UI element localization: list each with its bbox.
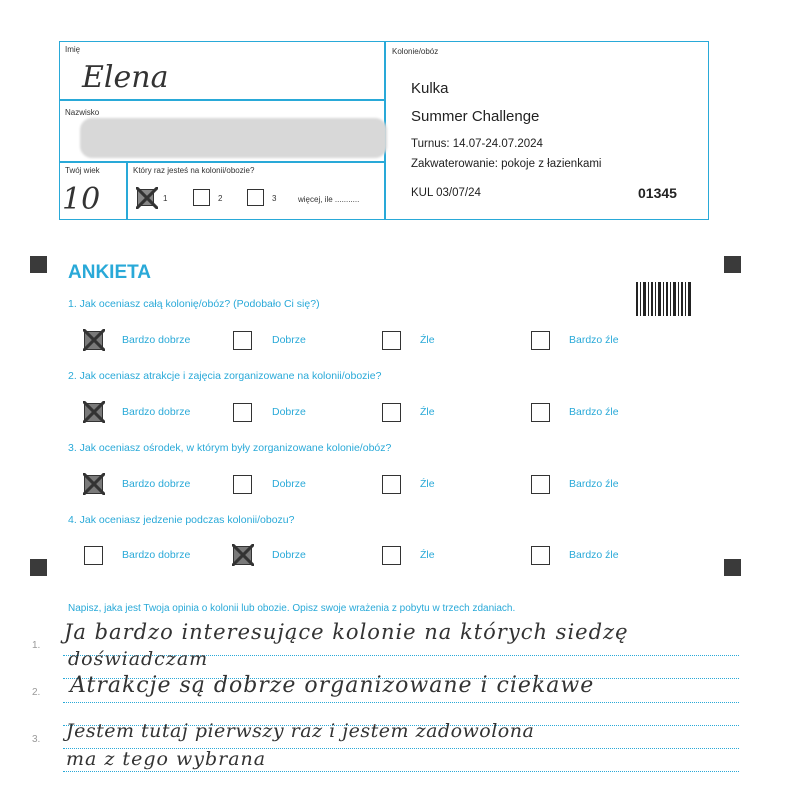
q4-option-label: Źle (420, 549, 435, 561)
handwriting-line-1[interactable]: Ja bardzo interesujące kolonie na których siedzę (64, 620, 629, 644)
q2-option-bardzo-dobrze-checkbox[interactable] (84, 403, 103, 422)
times-option-2: 2 (218, 194, 223, 203)
q4-option-dobrze-checkbox[interactable] (233, 546, 252, 565)
q3-option-label: Bardzo źle (569, 478, 619, 490)
times-checkbox-3[interactable] (247, 189, 264, 206)
camp-name-2: Summer Challenge (411, 108, 540, 125)
q3-option-zle-checkbox[interactable] (382, 475, 401, 494)
header-age-divider (126, 161, 128, 220)
survey-title: ANKIETA (68, 262, 152, 283)
q2-option-label: Dobrze (272, 406, 306, 418)
q3-option-label: Dobrze (272, 478, 306, 490)
name-label: Imię (65, 45, 81, 54)
handwriting-line-3[interactable]: Jestem tutaj pierwszy raz i jestem zadowolona (66, 720, 535, 742)
q3-option-label: Bardzo dobrze (122, 478, 191, 490)
q1-option-bardzo-zle-checkbox[interactable] (531, 331, 550, 350)
q2-option-dobrze-checkbox[interactable] (233, 403, 252, 422)
camp-name-1: Kulka (411, 80, 449, 97)
q1-option-zle-checkbox[interactable] (382, 331, 401, 350)
q1-option-label: Źle (420, 334, 435, 346)
header-row-line-1 (59, 99, 385, 101)
times-checkbox-2[interactable] (193, 189, 210, 206)
q1-option-label: Bardzo źle (569, 334, 619, 346)
times-option-3: 3 (272, 194, 277, 203)
writing-line (63, 702, 739, 703)
q1-option-bardzo-dobrze-checkbox[interactable] (84, 331, 103, 350)
question-4: 4. Jak oceniasz jedzenie podczas kolonii/obozu? (68, 514, 295, 526)
question-2: 2. Jak oceniasz atrakcje i zajęcia zorganizowane na kolonii/obozie? (68, 370, 382, 382)
registration-marker (724, 256, 741, 273)
q1-option-dobrze-checkbox[interactable] (233, 331, 252, 350)
times-checkbox-1[interactable] (137, 189, 154, 206)
handwriting-line-2[interactable]: Atrakcje są dobrze organizowane i ciekawe (70, 673, 595, 698)
opinion-prompt: Napisz, jaka jest Twoja opinia o kolonii lub obozie. Opisz swoje wrażenia z pobytu w trzech zdaniach. (68, 603, 516, 614)
registration-marker (724, 559, 741, 576)
line-number-2: 2. (32, 687, 41, 698)
line-number-3: 3. (32, 734, 41, 745)
writing-line (63, 771, 739, 772)
times-label: Który raz jesteś na kolonii/obozie? (133, 166, 255, 175)
camp-code: KUL 03/07/24 (411, 187, 481, 199)
accommodation: Zakwaterowanie: pokoje z łazienkami (411, 158, 602, 170)
age-label: Twój wiek (65, 166, 100, 175)
header-row-line-2 (59, 161, 385, 163)
q4-option-label: Bardzo dobrze (122, 549, 191, 561)
q2-option-label: Bardzo źle (569, 406, 619, 418)
q3-option-dobrze-checkbox[interactable] (233, 475, 252, 494)
q1-option-label: Dobrze (272, 334, 306, 346)
q4-option-label: Dobrze (272, 549, 306, 561)
q4-option-bardzo-zle-checkbox[interactable] (531, 546, 550, 565)
form-number: 01345 (638, 185, 677, 201)
registration-marker (30, 559, 47, 576)
turnus: Turnus: 14.07-24.07.2024 (411, 138, 543, 150)
age-value[interactable]: 10 (62, 182, 101, 217)
question-3: 3. Jak oceniasz ośrodek, w którym były zorganizowane kolonie/obóz? (68, 442, 392, 454)
q2-option-bardzo-zle-checkbox[interactable] (531, 403, 550, 422)
registration-marker (30, 256, 47, 273)
q3-option-label: Źle (420, 478, 435, 490)
handwriting-line-1b[interactable]: doświadczam (68, 648, 209, 670)
surname-label: Nazwisko (65, 108, 100, 117)
barcode-icon (636, 282, 692, 316)
q3-option-bardzo-zle-checkbox[interactable] (531, 475, 550, 494)
q3-option-bardzo-dobrze-checkbox[interactable] (84, 475, 103, 494)
q4-option-bardzo-dobrze-checkbox[interactable] (84, 546, 103, 565)
q2-option-zle-checkbox[interactable] (382, 403, 401, 422)
q4-option-zle-checkbox[interactable] (382, 546, 401, 565)
q2-option-label: Bardzo dobrze (122, 406, 191, 418)
name-value[interactable]: Elena (82, 60, 169, 95)
handwriting-line-3b[interactable]: ma z tego wybrana (66, 748, 267, 770)
times-more[interactable]: więcej, ile ........... (298, 195, 360, 204)
q4-option-label: Bardzo źle (569, 549, 619, 561)
surname-redacted (80, 118, 387, 158)
line-number-1: 1. (32, 640, 41, 651)
times-option-1: 1 (163, 194, 168, 203)
question-1: 1. Jak oceniasz całą kolonię/obóz? (Podobało Ci się?) (68, 298, 320, 310)
q2-option-label: Źle (420, 406, 435, 418)
camp-label: Kolonie/obóz (392, 47, 439, 56)
q1-option-label: Bardzo dobrze (122, 334, 191, 346)
